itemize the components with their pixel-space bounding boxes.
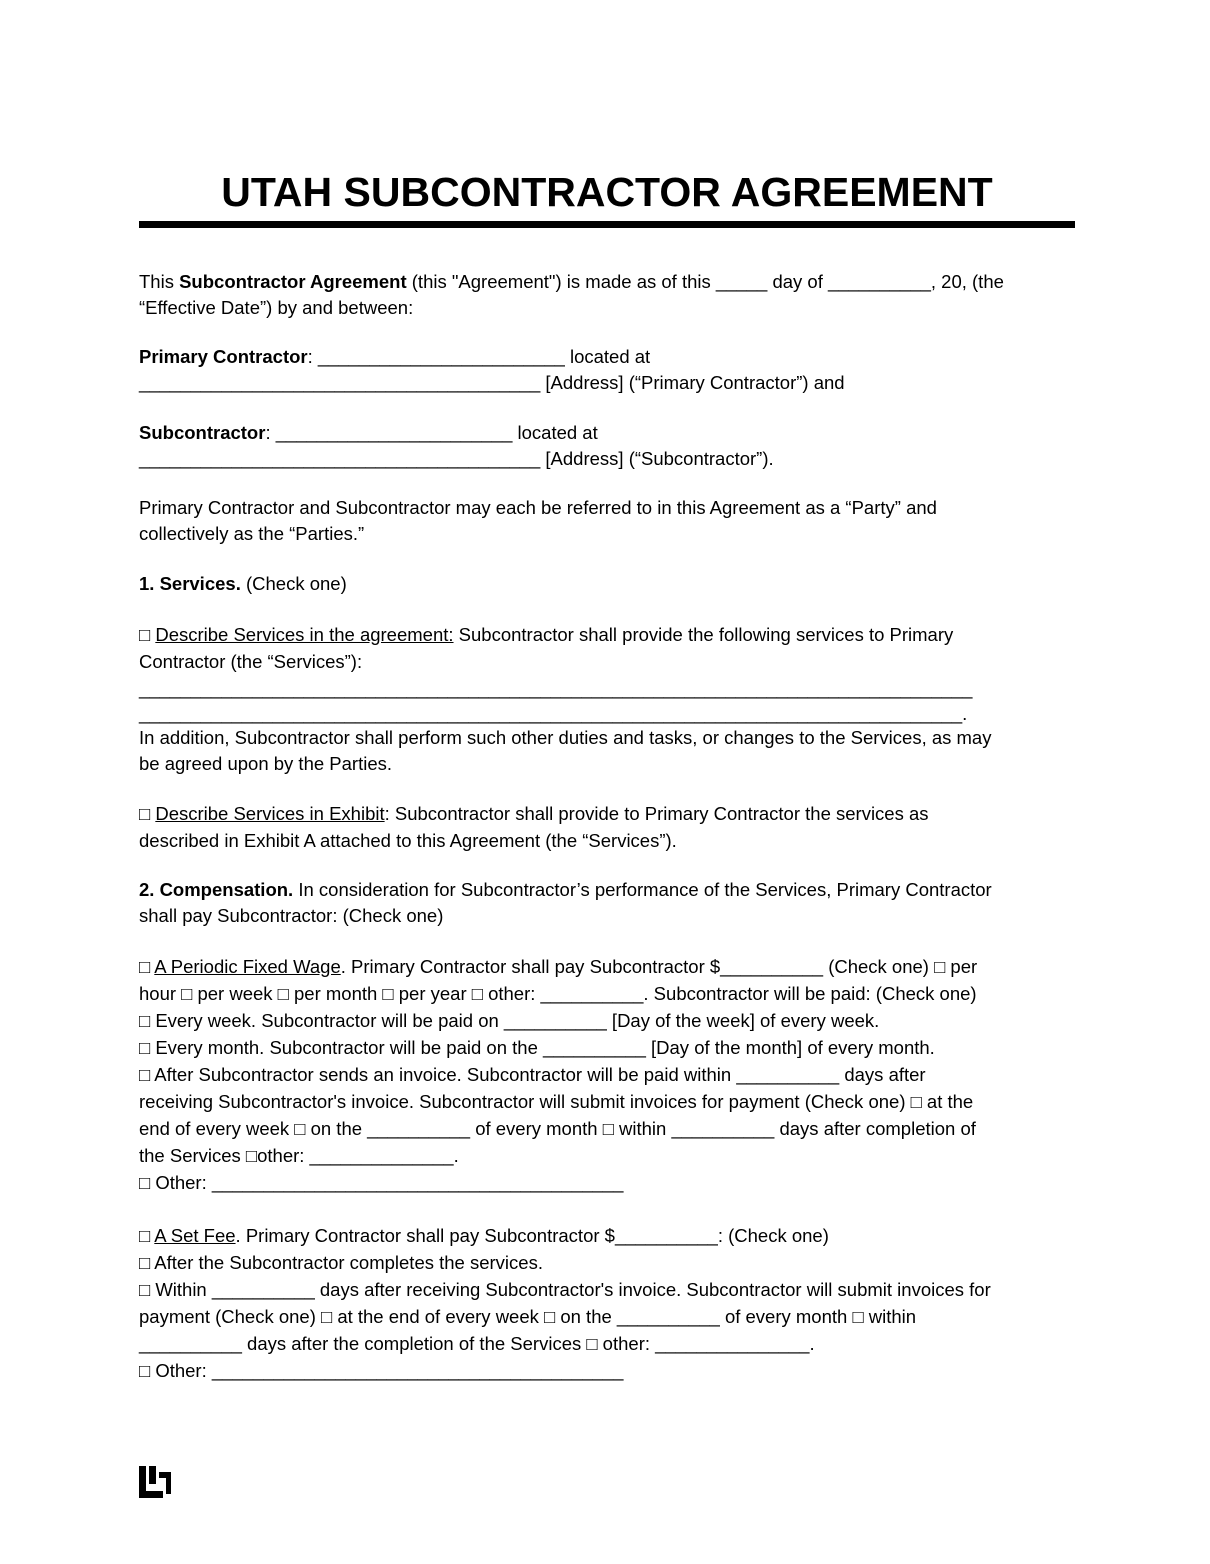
fee-line-6: □ Other: ________________________________________ [139,1360,624,1381]
primary-contractor-line-1: Primary Contractor: ________________________ located at [139,346,651,367]
legal-templates-logo-icon [139,1466,171,1498]
services-option-agreement-line-2: Contractor (the “Services”): [139,651,363,672]
services-option-exhibit-line-1: □ Describe Services in Exhibit: Subcontractor shall provide to Primary Contractor the services as [139,803,929,824]
primary-contractor-label: Primary Contractor [139,346,308,367]
parties-line-2: collectively as the “Parties.” [139,523,365,544]
wage-line-5: □ After Subcontractor sends an invoice. Subcontractor will be paid within __________ days after [139,1064,926,1085]
compensation-option-fee [139,1222,1075,1384]
fee-line-1: □ A Set Fee. Primary Contractor shall pay Subcontractor $__________: (Check one) [139,1225,829,1246]
services-option-exhibit [139,800,1075,854]
fee-line-5: __________ days after the completion of the Services □ other: _______________. [139,1333,815,1354]
services-option-exhibit-label: Describe Services in Exhibit [155,803,385,824]
parties-line-1: Primary Contractor and Subcontractor may each be referred to in this Agreement as a “Party” and [139,497,937,518]
title-rule [139,221,1075,228]
fee-line-4: payment (Check one) □ at the end of every week □ on the __________ of every month □ within [139,1306,917,1327]
checkbox-icon[interactable]: □ [139,803,156,824]
intro-line-1: This Subcontractor Agreement (this "Agreement") is made as of this _____ day of __________, 20, (the [139,271,1004,292]
compensation-option-wage [139,953,1075,1196]
services-heading: 1. Services. (Check one) [139,573,347,594]
wage-line-8: the Services □other: ______________. [139,1145,459,1166]
primary-contractor-paragraph [139,344,1075,396]
wage-line-7: end of every week □ on the __________ of every month □ within __________ days after completion of [139,1118,976,1139]
subcontractor-paragraph [139,420,1075,472]
services-additional-line-1: In addition, Subcontractor shall perform such other duties and tasks, or changes to the Services, as may [139,727,992,748]
compensation-heading-label: 2. Compensation. [139,879,294,900]
checkbox-icon[interactable]: □ [139,1225,155,1246]
fee-line-3: □ Within __________ days after receiving Subcontractor's invoice. Subcontractor will submit invoices for [139,1279,991,1300]
compensation-heading [139,877,1075,929]
checkbox-icon[interactable]: □ [139,624,156,645]
services-blank-line-1[interactable]: _________________________________________________________________________________ [139,678,973,699]
services-heading-label: 1. Services. [139,573,241,594]
wage-line-1: □ A Periodic Fixed Wage. Primary Contractor shall pay Subcontractor $__________ (Check one) □ per [139,956,978,977]
checkbox-icon[interactable]: □ [139,956,155,977]
services-option-agreement-label: Describe Services in the agreement: [155,624,454,645]
services-additional-line-2: be agreed upon by the Parties. [139,753,393,774]
services-option-agreement-line-1: □ Describe Services in the agreement: Subcontractor shall provide the following services to Primary [139,624,954,645]
parties-paragraph [139,495,1075,547]
primary-contractor-line-2: _______________________________________ [Address] (“Primary Contractor”) and [139,372,845,393]
intro-line-2: “Effective Date”) by and between: [139,297,414,318]
fee-option-label: A Set Fee [154,1225,236,1246]
fee-line-2: □ After the Subcontractor completes the services. [139,1252,543,1273]
wage-line-6: receiving Subcontractor's invoice. Subcontractor will submit invoices for payment (Check one) □ at the [139,1091,974,1112]
compensation-heading-line-1: 2. Compensation. In consideration for Subcontractor’s performance of the Services, Primary Contractor [139,879,992,900]
subcontractor-line-1: Subcontractor: _______________________ located at [139,422,598,443]
wage-option-label: A Periodic Fixed Wage [154,956,341,977]
wage-line-4: □ Every month. Subcontractor will be paid on the __________ [Day of the month] of every month. [139,1037,935,1058]
subcontractor-line-2: _______________________________________ [Address] (“Subcontractor”). [139,448,774,469]
services-blank-line-2[interactable]: ________________________________________________________________________________. [139,703,968,724]
wage-line-9: □ Other: ________________________________________ [139,1172,624,1193]
services-option-agreement [139,621,1075,777]
subcontractor-label: Subcontractor [139,422,266,443]
agreement-name: Subcontractor Agreement [179,271,407,292]
services-option-exhibit-line-2: described in Exhibit A attached to this Agreement (the “Services”). [139,830,677,851]
intro-paragraph [139,269,1075,321]
wage-line-2: hour □ per week □ per month □ per year □ other: __________. Subcontractor will be paid: (Check one) [139,983,977,1004]
wage-line-3: □ Every week. Subcontractor will be paid on __________ [Day of the week] of every week. [139,1010,880,1031]
document-title: UTAH SUBCONTRACTOR AGREEMENT [221,169,993,215]
compensation-heading-line-2: shall pay Subcontractor: (Check one) [139,905,444,926]
